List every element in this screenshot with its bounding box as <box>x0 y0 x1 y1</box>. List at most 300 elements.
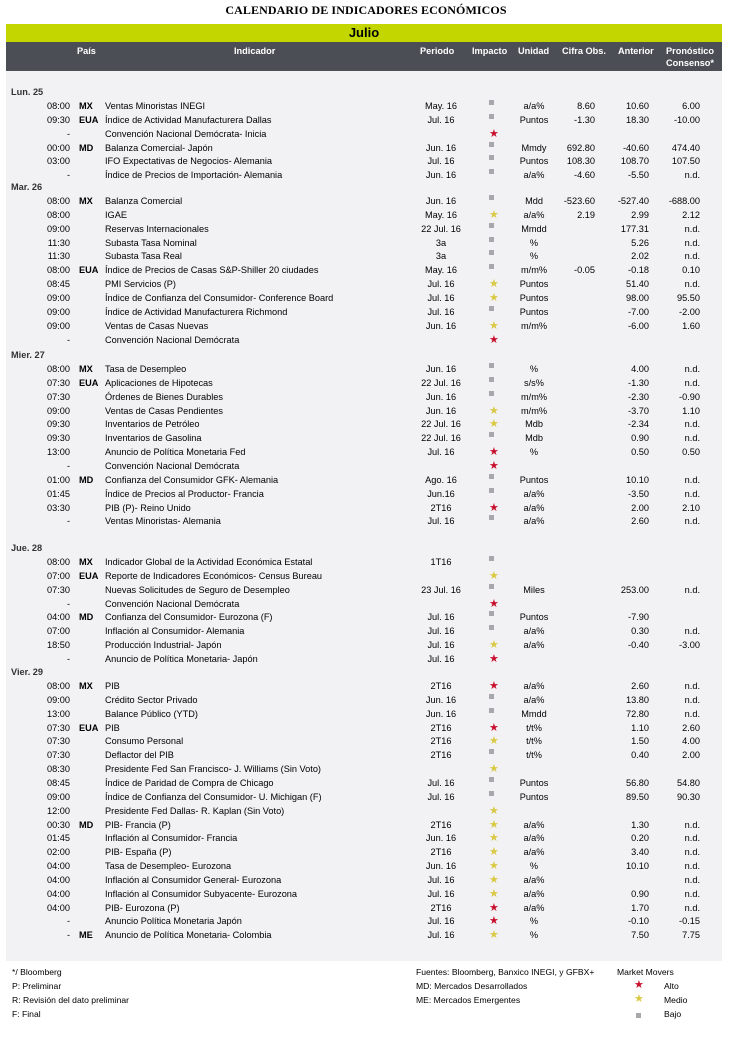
table-row <box>6 749 722 762</box>
previous-cell: -3.70 <box>628 405 649 416</box>
table-row <box>6 223 722 236</box>
forecast-cell: n.d. <box>684 819 700 830</box>
table-row <box>6 625 722 638</box>
forecast-cell: n.d. <box>684 377 700 388</box>
period-cell: 23 Jul. 16 <box>421 584 461 595</box>
forecast-cell: 2.60 <box>682 722 700 733</box>
period-cell: Jun. 16 <box>425 861 457 872</box>
unit-cell: Mdd <box>525 196 543 206</box>
previous-cell: 56.80 <box>626 777 649 788</box>
indicator-cell: Anuncio de Política Monetaria- Japón <box>105 653 258 664</box>
observed-cell: -523.60 <box>563 196 595 206</box>
observed-cell: -4.60 <box>574 170 595 181</box>
unit-cell: % <box>529 861 539 872</box>
unit-cell: % <box>529 447 539 458</box>
period-cell: 2T16 <box>430 819 452 830</box>
indicator-cell: Tasa de Desempleo- Eurozona <box>105 861 232 872</box>
unit-cell: a/a% <box>523 681 545 691</box>
previous-cell: -527.40 <box>617 196 649 206</box>
period-cell: 3a <box>435 237 447 248</box>
previous-cell: -6.00 <box>628 320 649 331</box>
header-indicador: Indicador <box>234 46 276 56</box>
time-cell: 09:00 <box>47 292 70 303</box>
indicator-cell: Confianza del Consumidor- Eurozona (F) <box>105 612 273 623</box>
unit-cell: a/a% <box>523 209 545 220</box>
previous-cell: 2.00 <box>631 502 649 513</box>
indicator-cell: Inventarios de Petróleo <box>105 419 200 430</box>
unit-cell: Puntos <box>519 474 549 485</box>
indicator-cell: Subasta Tasa Nominal <box>105 237 197 248</box>
unit-cell: a/a% <box>523 874 545 885</box>
period-cell: 1T16 <box>430 557 452 567</box>
period-cell: 2T16 <box>430 502 452 513</box>
table-row: 18:50 Producción Industrial- Japón Jul. 16 a/a% -0.40 -3.00 ★ <box>6 639 722 652</box>
unit-cell: % <box>529 237 539 248</box>
forecast-cell: n.d. <box>684 251 700 262</box>
legend-square-low-icon <box>636 1010 641 1020</box>
indicator-cell: PIB- España (P) <box>105 847 172 858</box>
period-cell: Jun. 16 <box>425 708 457 719</box>
forecast-cell: n.d. <box>684 223 700 234</box>
previous-cell: -5.50 <box>628 170 649 181</box>
period-cell: Jul. 16 <box>427 612 455 623</box>
time-cell: 09:00 <box>47 694 70 705</box>
time-cell: 09:30 <box>47 419 70 430</box>
period-cell: May. 16 <box>425 209 457 220</box>
indicator-cell: Subasta Tasa Real <box>105 251 182 262</box>
forecast-cell: n.d. <box>684 237 700 248</box>
header-periodo: Periodo <box>420 46 455 56</box>
table-row <box>6 100 722 113</box>
table-row: 08:30 Presidente Fed San Francisco- J. Williams (Sin Voto) ★ <box>6 763 722 776</box>
indicator-cell: Presidente Fed San Francisco- J. Williams (Sin Voto) <box>105 764 321 775</box>
md-text: MD: Mercados Desarrollados <box>416 981 528 991</box>
previous-cell: -1.30 <box>628 377 649 388</box>
indicator-cell: Presidente Fed Dallas- R. Kaplan (Sin Voto) <box>105 805 285 816</box>
period-cell: Jul. 16 <box>427 447 455 458</box>
time-cell: - <box>66 334 70 345</box>
forecast-cell: 474.40 <box>671 142 700 153</box>
time-cell: 02:00 <box>47 847 70 858</box>
forecast-cell: 1.10 <box>682 405 700 416</box>
time-cell: 13:00 <box>47 447 70 458</box>
indicator-cell: Balanza Comercial- Japón <box>105 142 213 153</box>
forecast-cell: 54.80 <box>677 777 700 788</box>
forecast-cell: 7.75 <box>682 930 700 941</box>
previous-cell: -2.34 <box>628 419 649 430</box>
time-cell: 09:30 <box>47 114 70 125</box>
time-cell: 07:30 <box>47 377 70 388</box>
unit-cell: Mdb <box>525 419 543 430</box>
header-pais: País <box>77 46 96 56</box>
unit-cell: m/m% <box>520 265 548 276</box>
period-cell: 22 Jul. 16 <box>421 419 461 430</box>
period-cell: 22 Jul. 16 <box>421 223 461 234</box>
table-row <box>6 142 722 155</box>
forecast-cell: n.d. <box>684 708 700 719</box>
forecast-cell: 0.10 <box>682 265 700 276</box>
period-cell: Jul. 16 <box>427 653 455 664</box>
table-row <box>6 306 722 319</box>
table-row <box>6 155 722 168</box>
me-text: ME: Mercados Emergentes <box>416 995 521 1005</box>
time-cell: 00:00 <box>47 142 70 153</box>
indicator-cell: Consumo Personal <box>105 736 184 747</box>
time-cell: 07:00 <box>47 570 70 581</box>
previous-cell: 0.90 <box>631 888 649 899</box>
header-anterior: Anterior <box>618 46 654 56</box>
forecast-cell: n.d. <box>684 279 700 290</box>
indicator-cell: Índice de Confianza del Consumidor- Conference Board <box>105 292 334 303</box>
table-row: - Convención Nacional Demócrata- Inicia ★ <box>6 128 722 141</box>
note-bloomberg: */ Bloomberg <box>12 967 62 977</box>
period-cell: Jul. 16 <box>427 916 455 927</box>
previous-cell: 5.26 <box>631 237 649 248</box>
period-cell: 2T16 <box>430 681 452 691</box>
table-row <box>6 515 722 528</box>
unit-cell: a/a% <box>523 847 545 858</box>
previous-cell: 0.20 <box>631 833 649 844</box>
unit-cell: a/a% <box>523 833 545 844</box>
previous-cell: 89.50 <box>626 791 649 802</box>
period-cell: 22 Jul. 16 <box>421 377 461 388</box>
legend-title: Market Movers <box>617 967 674 977</box>
period-cell: Jul. 16 <box>427 777 455 788</box>
time-cell: 09:00 <box>47 320 70 331</box>
unit-cell: a/a% <box>523 516 545 527</box>
time-cell: 01:45 <box>47 833 70 844</box>
unit-cell: % <box>529 251 539 262</box>
indicator-cell: PIB <box>105 681 120 691</box>
previous-cell: -0.40 <box>628 640 649 651</box>
previous-cell: 3.40 <box>631 847 649 858</box>
time-cell: 08:00 <box>47 681 70 691</box>
table-row: - Convención Nacional Demócrata ★ <box>6 460 722 473</box>
indicator-cell: Índice de Paridad de Compra de Chicago <box>105 777 274 788</box>
table-row <box>6 694 722 707</box>
indicator-cell: PIB (P)- Reino Unido <box>105 502 191 513</box>
unit-cell: % <box>529 930 539 941</box>
indicator-cell: Balanza Comercial <box>105 196 183 206</box>
indicator-cell: IFO Expectativas de Negocios- Alemania <box>105 156 272 167</box>
legend-high-label: Alto <box>664 981 679 991</box>
indicator-cell: Nuevas Solicitudes de Seguro de Desempleo <box>105 584 290 595</box>
day-label: Mar. 26 <box>11 182 43 192</box>
unit-cell: a/a% <box>523 819 545 830</box>
time-cell: 09:00 <box>47 306 70 317</box>
period-cell: 2T16 <box>430 902 452 913</box>
table-row <box>6 488 722 501</box>
day-label: Lun. 25 <box>11 87 44 97</box>
period-cell: Jul. 16 <box>427 930 455 941</box>
time-cell: 08:30 <box>47 764 70 775</box>
previous-cell: -0.18 <box>628 265 649 276</box>
previous-cell: -0.10 <box>628 916 649 927</box>
indicator-cell: PIB- Eurozona (P) <box>105 902 180 913</box>
unit-cell: a/a% <box>523 488 545 499</box>
indicator-cell: Confianza del Consumidor GFK- Alemania <box>105 474 279 485</box>
legend-low-label: Bajo <box>664 1009 682 1019</box>
unit-cell: Mmdd <box>521 223 547 234</box>
sources-text: Fuentes: Bloomberg, Banxico INEGI, y GFBX+ <box>416 967 595 977</box>
time-cell: 00:30 <box>47 819 70 830</box>
legend-star-high-icon: ★ <box>634 979 644 991</box>
previous-cell: 0.50 <box>631 447 649 458</box>
indicator-cell: Reservas Internacionales <box>105 223 209 234</box>
time-cell: 07:30 <box>47 722 70 733</box>
unit-cell: a/a% <box>523 502 545 513</box>
time-cell: 09:00 <box>47 791 70 802</box>
table-row <box>6 391 722 404</box>
period-cell: Jul. 16 <box>427 279 455 290</box>
indicator-cell: Inflación al Consumidor Subyacente- Eurozona <box>105 888 298 899</box>
indicator-cell: Inflación al Consumidor- Francia <box>105 833 238 844</box>
indicator-cell: Índice de Precios de Casas S&P-Shiller 20 ciudades <box>105 265 319 276</box>
forecast-cell: 95.50 <box>677 292 700 303</box>
table-row <box>6 611 722 624</box>
previous-cell: 10.10 <box>626 861 649 872</box>
table-row: 04:00 PIB- Eurozona (P) 2T16 a/a% 1.70 n.d. ★ <box>6 902 722 915</box>
unit-cell: Puntos <box>519 114 549 125</box>
indicator-cell: Índice de Actividad Manufacturera Dallas <box>105 114 272 125</box>
forecast-cell: 2.10 <box>682 502 700 513</box>
table-row: 02:00 PIB- España (P) 2T16 a/a% 3.40 n.d. ★ <box>6 846 722 859</box>
period-cell: 2T16 <box>430 736 452 747</box>
unit-cell: Puntos <box>519 306 549 317</box>
unit-cell: % <box>529 916 539 927</box>
unit-cell: Mmdy <box>521 142 547 153</box>
table-row: 09:00 Ventas de Casas Nuevas Jun. 16 m/m% -6.00 1.60 ★ <box>6 320 722 333</box>
table-row <box>6 195 722 208</box>
header-pronostico: Pronóstico <box>666 46 714 56</box>
unit-cell: t/t% <box>526 750 542 761</box>
forecast-cell: n.d. <box>684 833 700 844</box>
previous-cell: -7.00 <box>628 306 649 317</box>
time-cell: 07:30 <box>47 391 70 402</box>
country-cell: ME <box>79 930 93 941</box>
time-cell: 08:00 <box>47 101 70 111</box>
table-row <box>6 584 722 597</box>
previous-cell: 108.70 <box>620 156 649 167</box>
previous-cell: 10.10 <box>626 474 649 485</box>
unit-cell: Mdb <box>525 433 543 444</box>
indicator-cell: Índice de Actividad Manufacturera Richmond <box>105 306 288 317</box>
country-cell: MX <box>79 196 93 206</box>
day-label: Jue. 28 <box>11 543 43 553</box>
table-row: 09:30 Inventarios de Petróleo 22 Jul. 16 Mdb -2.34 n.d. ★ <box>6 418 722 431</box>
country-cell: EUA <box>79 722 99 733</box>
time-cell: 04:00 <box>47 612 70 623</box>
indicator-cell: Ventas de Casas Pendientes <box>105 405 223 416</box>
period-cell: Jun. 16 <box>425 405 457 416</box>
table-row: 12:00 Presidente Fed Dallas- R. Kaplan (Sin Voto) ★ <box>6 805 722 818</box>
forecast-cell: 2.12 <box>682 209 700 220</box>
unit-cell: Puntos <box>519 777 549 788</box>
time-cell: - <box>66 516 70 527</box>
time-cell: 01:00 <box>47 474 70 485</box>
indicator-cell: Indicador Global de la Actividad Económica Estatal <box>105 557 313 567</box>
forecast-cell: -0.15 <box>679 916 700 927</box>
period-cell: Jul. 16 <box>427 626 455 637</box>
period-cell: Ago. 16 <box>425 474 457 485</box>
time-cell: 08:00 <box>47 265 70 276</box>
forecast-cell: n.d. <box>684 474 700 485</box>
period-cell: Jul. 16 <box>427 888 455 899</box>
indicator-cell: Convención Nacional Demócrata- Inicia <box>105 128 267 139</box>
calendar-body <box>6 71 722 961</box>
time-cell: 18:50 <box>47 640 70 651</box>
time-cell: 07:30 <box>47 736 70 747</box>
unit-cell: a/a% <box>523 640 545 651</box>
indicator-cell: Inflación al Consumidor- Alemania <box>105 626 245 637</box>
time-cell: 09:00 <box>47 223 70 234</box>
unit-cell: Puntos <box>519 292 549 303</box>
period-cell: Jul. 16 <box>427 306 455 317</box>
forecast-cell: n.d. <box>684 433 700 444</box>
indicator-cell: Convención Nacional Demócrata <box>105 334 240 345</box>
indicator-cell: Ventas de Casas Nuevas <box>105 320 209 331</box>
period-cell: Jul. 16 <box>427 874 455 885</box>
time-cell: - <box>66 930 70 941</box>
period-cell: Jun. 16 <box>425 320 457 331</box>
forecast-cell: n.d. <box>684 874 700 885</box>
table-row: - Convención Nacional Demócrata ★ <box>6 334 722 347</box>
table-row <box>6 114 722 127</box>
indicator-cell: Inventarios de Gasolina <box>105 433 202 444</box>
unit-cell: Puntos <box>519 612 549 623</box>
forecast-cell: n.d. <box>684 626 700 637</box>
indicator-cell: PIB- Francia (P) <box>105 819 171 830</box>
header-unidad: Unidad <box>518 46 550 56</box>
note-final: F: Final <box>12 1009 41 1019</box>
previous-cell: 2.60 <box>631 516 649 527</box>
forecast-cell: -2.00 <box>679 306 700 317</box>
table-row: 07:30 EUA PIB 2T16 t/t% 1.10 2.60 ★ <box>6 722 722 735</box>
legend-mid-label: Medio <box>664 995 688 1005</box>
forecast-cell: n.d. <box>684 488 700 499</box>
table-row: 01:45 Inflación al Consumidor- Francia Jun. 16 a/a% 0.20 n.d. ★ <box>6 832 722 845</box>
forecast-cell: n.d. <box>684 584 700 595</box>
period-cell: 2T16 <box>430 722 452 733</box>
previous-cell: 13.80 <box>626 694 649 705</box>
previous-cell: 72.80 <box>626 708 649 719</box>
period-cell: May. 16 <box>425 265 457 276</box>
previous-cell: 0.90 <box>631 433 649 444</box>
table-row: 08:00 IGAE May. 16 a/a% 2.19 2.99 2.12 ★ <box>6 209 722 222</box>
previous-cell: 1.50 <box>631 736 649 747</box>
time-cell: 09:00 <box>47 405 70 416</box>
table-row: - ME Anuncio de Política Monetaria- Colombia Jul. 16 % 7.50 7.75 ★ <box>6 929 722 942</box>
forecast-cell: 6.00 <box>682 101 700 111</box>
forecast-cell: n.d. <box>684 902 700 913</box>
time-cell: 12:00 <box>47 805 70 816</box>
period-cell: 22 Jul. 16 <box>421 433 461 444</box>
indicator-cell: Anuncio Política Monetaria Japón <box>105 916 242 927</box>
previous-cell: 177.31 <box>620 223 649 234</box>
time-cell: - <box>66 916 70 927</box>
indicator-cell: Ventas Minoristas- Alemania <box>105 516 221 527</box>
previous-cell: -2.30 <box>628 391 649 402</box>
table-row <box>6 264 722 277</box>
country-cell: EUA <box>79 377 99 388</box>
time-cell: 08:00 <box>47 196 70 206</box>
period-cell: 2T16 <box>430 847 452 858</box>
period-cell: Jul. 16 <box>427 292 455 303</box>
unit-cell: % <box>529 364 539 374</box>
country-cell: MD <box>79 612 94 623</box>
table-row <box>6 708 722 721</box>
previous-cell: 51.40 <box>626 279 649 290</box>
forecast-cell: n.d. <box>684 861 700 872</box>
previous-cell: 4.00 <box>631 364 649 374</box>
header-impacto: Impacto <box>472 46 508 56</box>
indicator-cell: Convención Nacional Demócrata <box>105 598 240 609</box>
previous-cell: -3.50 <box>628 488 649 499</box>
table-row: 03:30 PIB (P)- Reino Unido 2T16 a/a% 2.00 2.10 ★ <box>6 502 722 515</box>
time-cell: 04:00 <box>47 874 70 885</box>
table-header <box>6 42 722 71</box>
unit-cell: Miles <box>523 584 545 595</box>
observed-cell: -0.05 <box>574 265 595 276</box>
indicator-cell: Deflactor del PIB <box>105 750 174 761</box>
observed-cell: 692.80 <box>566 142 595 153</box>
time-cell: 01:45 <box>47 488 70 499</box>
period-cell: May. 16 <box>425 101 457 111</box>
table-row <box>6 250 722 263</box>
period-cell: 2T16 <box>430 750 452 761</box>
unit-cell: a/a% <box>523 888 545 899</box>
period-cell: Jun. 16 <box>425 694 457 705</box>
period-cell: Jul. 16 <box>427 516 455 527</box>
previous-cell: 98.00 <box>626 292 649 303</box>
previous-cell: 1.10 <box>631 722 649 733</box>
period-cell: Jun. 16 <box>425 142 457 153</box>
time-cell: 08:45 <box>47 777 70 788</box>
previous-cell: 1.30 <box>631 819 649 830</box>
previous-cell: -40.60 <box>622 142 649 153</box>
observed-cell: -1.30 <box>574 114 595 125</box>
indicator-cell: Índice de Confianza del Consumidor- U. Michigan (F) <box>105 791 322 802</box>
indicator-cell: Convención Nacional Demócrata <box>105 460 240 471</box>
time-cell: 08:00 <box>47 364 70 374</box>
country-cell: EUA <box>79 114 99 125</box>
indicator-cell: Balance Público (YTD) <box>105 708 198 719</box>
table-row <box>6 777 722 790</box>
period-cell: Jun. 16 <box>425 196 457 206</box>
period-cell: Jul. 16 <box>427 791 455 802</box>
forecast-cell: n.d. <box>684 847 700 858</box>
table-row: 04:00 Tasa de Desempleo- Eurozona Jun. 16 % 10.10 n.d. ★ <box>6 860 722 873</box>
unit-cell: t/t% <box>526 722 542 733</box>
footer <box>6 961 722 1041</box>
indicator-cell: Crédito Sector Privado <box>105 694 198 705</box>
unit-cell: Puntos <box>519 791 549 802</box>
indicator-cell: Índice de Precios al Productor- Francia <box>105 488 264 499</box>
previous-cell: 0.30 <box>631 626 649 637</box>
period-cell: Jun. 16 <box>425 391 457 402</box>
note-preliminar: P: Preliminar <box>12 981 62 991</box>
legend-star-mid-icon: ★ <box>634 993 644 1005</box>
indicator-cell: IGAE <box>105 209 127 220</box>
forecast-cell: n.d. <box>684 516 700 527</box>
forecast-cell: 0.50 <box>682 447 700 458</box>
table-row <box>6 474 722 487</box>
table-row: 09:00 Índice de Confianza del Consumidor- Conference Board Jul. 16 Puntos 98.00 95.50 ★ <box>6 292 722 305</box>
time-cell: - <box>66 128 70 139</box>
observed-cell: 2.19 <box>577 209 595 220</box>
time-cell: - <box>66 598 70 609</box>
unit-cell: a/a% <box>523 626 545 637</box>
